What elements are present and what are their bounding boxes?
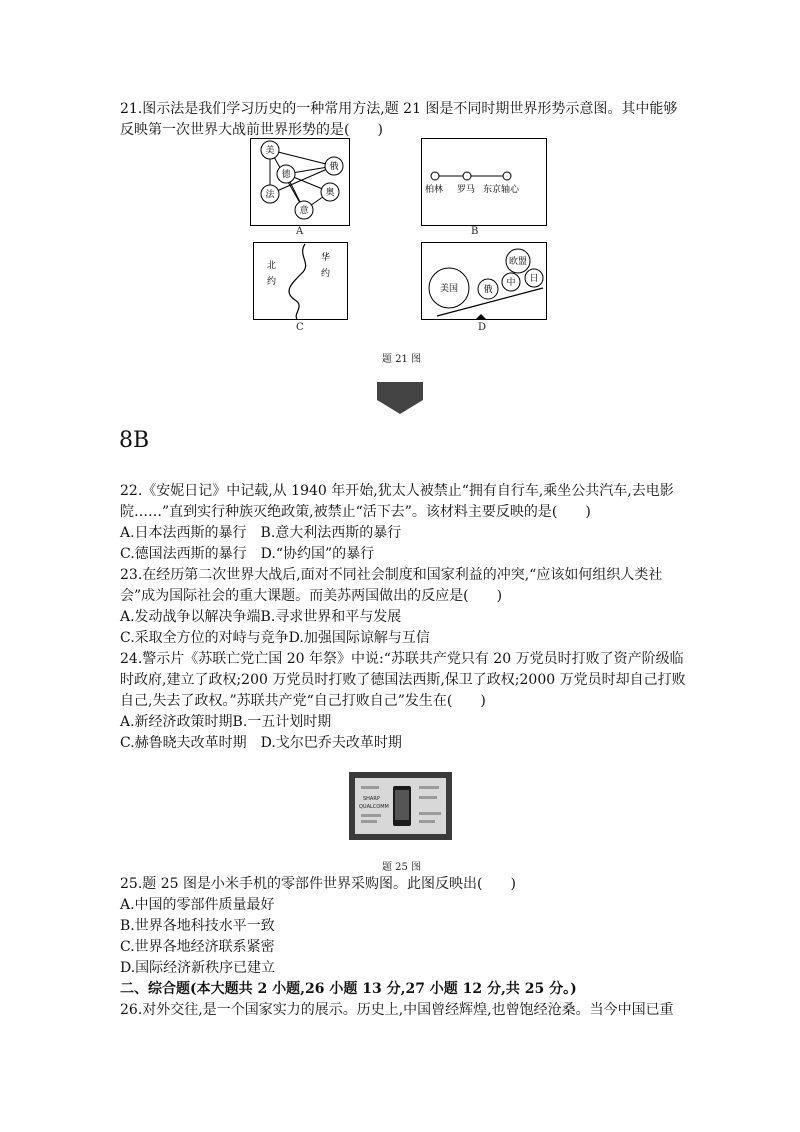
q26-line1: 26.对外交往,是一个国家实力的展示。历史上,中国曾经辉煌,也曾饱经沧桑。当今中国已重: [120, 1002, 674, 1018]
figure-b-axis-diagram: [421, 138, 547, 226]
fig-d-usa: 美国: [439, 284, 459, 294]
figure-d-multipolar-diagram: [421, 242, 547, 320]
fig-a-node-france: 法: [265, 190, 275, 200]
fig-c-left-top: 北: [267, 261, 277, 271]
q23-options-cd: C.采取全方位的对峙与竞争D.加强国际谅解与互信: [120, 630, 430, 646]
q25-option-b: B.世界各地科技水平一致: [120, 918, 275, 934]
q24-options-cd: C.赫鲁晓夫改革时期 D.戈尔巴乔夫改革时期: [120, 735, 402, 751]
fig-b-tokyo-axis: 东京轴心: [483, 185, 520, 195]
photo-brand-qualcomm: QUALCOMM: [359, 804, 389, 810]
phone-parts-photo: [349, 772, 452, 840]
q24-line1: 24.警示片《苏联亡党亡国 20 年祭》中说:“苏联共产党只有 20 万党员时打败了资产阶级临: [120, 651, 684, 667]
q24-options-ab: A.新经济政策时期B.一五计划时期: [120, 714, 332, 730]
fig-b-label: B: [471, 226, 479, 237]
fig-c-label: C: [296, 322, 304, 333]
fig-c-right-bottom: 约: [321, 269, 331, 279]
fig-d-russia: 俄: [483, 285, 493, 295]
fig-a-node-russia: 俄: [329, 162, 339, 172]
q22-options-cd: C.德国法西斯的暴行 D.“协约国”的暴行: [120, 546, 375, 562]
q21-line1: 21.图示法是我们学习历史的一种常用方法,题 21 图是不同时期世界形势示意图。其中能够: [120, 101, 678, 117]
q25-option-a: A.中国的零部件质量最好: [120, 897, 275, 913]
q24-line2: 时政府,建立了政权;200 万党员时打败了德国法西斯,保卫了政权;2000 万党员时却自己打败: [120, 672, 686, 688]
q23-options-ab: A.发动战争以解决争端B.寻求世界和平与发展: [120, 609, 402, 625]
q22-options-ab: A.日本法西斯的暴行 B.意大利法西斯的暴行: [120, 525, 402, 541]
fig-a-label: A: [296, 226, 304, 237]
fig-d-eu: 欧盟: [508, 257, 528, 267]
q23-line2: 会”成为国际社会的重大课题。而美苏两国做出的反应是( ): [120, 588, 503, 604]
chevron-down-icon: [377, 382, 423, 414]
fig-b-berlin: 柏林: [425, 185, 444, 195]
section2-heading: 二、综合题(本大题共 2 小题,26 小题 13 分,27 小题 12 分,共 25 分。): [120, 981, 577, 997]
fig-a-node-us: 美: [265, 146, 275, 156]
fig-a-node-germany: 德: [281, 170, 291, 180]
q22-line2: 院……”直到实行种族灭绝政策,被禁止“活下去”。该材料主要反映的是( ): [120, 504, 591, 520]
photo-brand-sharp: SHARP: [363, 796, 380, 802]
fig-b-rome: 罗马: [457, 185, 476, 195]
fig21-caption: 题 21 图: [382, 354, 422, 365]
figure-c-cold-war-diagram: [253, 242, 348, 320]
fig-a-node-italy: 意: [299, 206, 309, 216]
fig-c-right-top: 华: [321, 253, 331, 263]
q25-stem: 25.题 25 图是小米手机的零部件世界采购图。此图反映出( ): [120, 876, 516, 892]
q24-line3: 自己,失去了政权。”苏联共产党“自己打败自己”发生在( ): [120, 693, 486, 709]
q25-option-d: D.国际经济新秩序已建立: [120, 960, 276, 976]
fig-c-left-bottom: 约: [267, 277, 277, 287]
section-marker: 8B: [119, 428, 150, 453]
q22-line1: 22.《安妮日记》中记载,从 1940 年开始,犹太人被禁止“拥有自行车,乘坐公共汽车,去电影: [120, 483, 674, 499]
fig25-caption: 题 25 图: [382, 862, 422, 873]
fig-d-label: D: [478, 322, 487, 333]
fig-a-node-austria: 奥: [325, 188, 335, 198]
fig-d-japan: 日: [529, 274, 539, 284]
q23-line1: 23.在经历第二次世界大战后,面对不同社会制度和国家利益的冲突,“应该如何组织人类社: [120, 567, 663, 583]
q21-line2: 反映第一次世界大战前世界形势的是( ): [120, 122, 383, 138]
fig-d-china: 中: [506, 278, 516, 288]
figure-a-alliance-diagram: [250, 138, 350, 226]
q25-option-c: C.世界各地经济联系紧密: [120, 939, 275, 955]
